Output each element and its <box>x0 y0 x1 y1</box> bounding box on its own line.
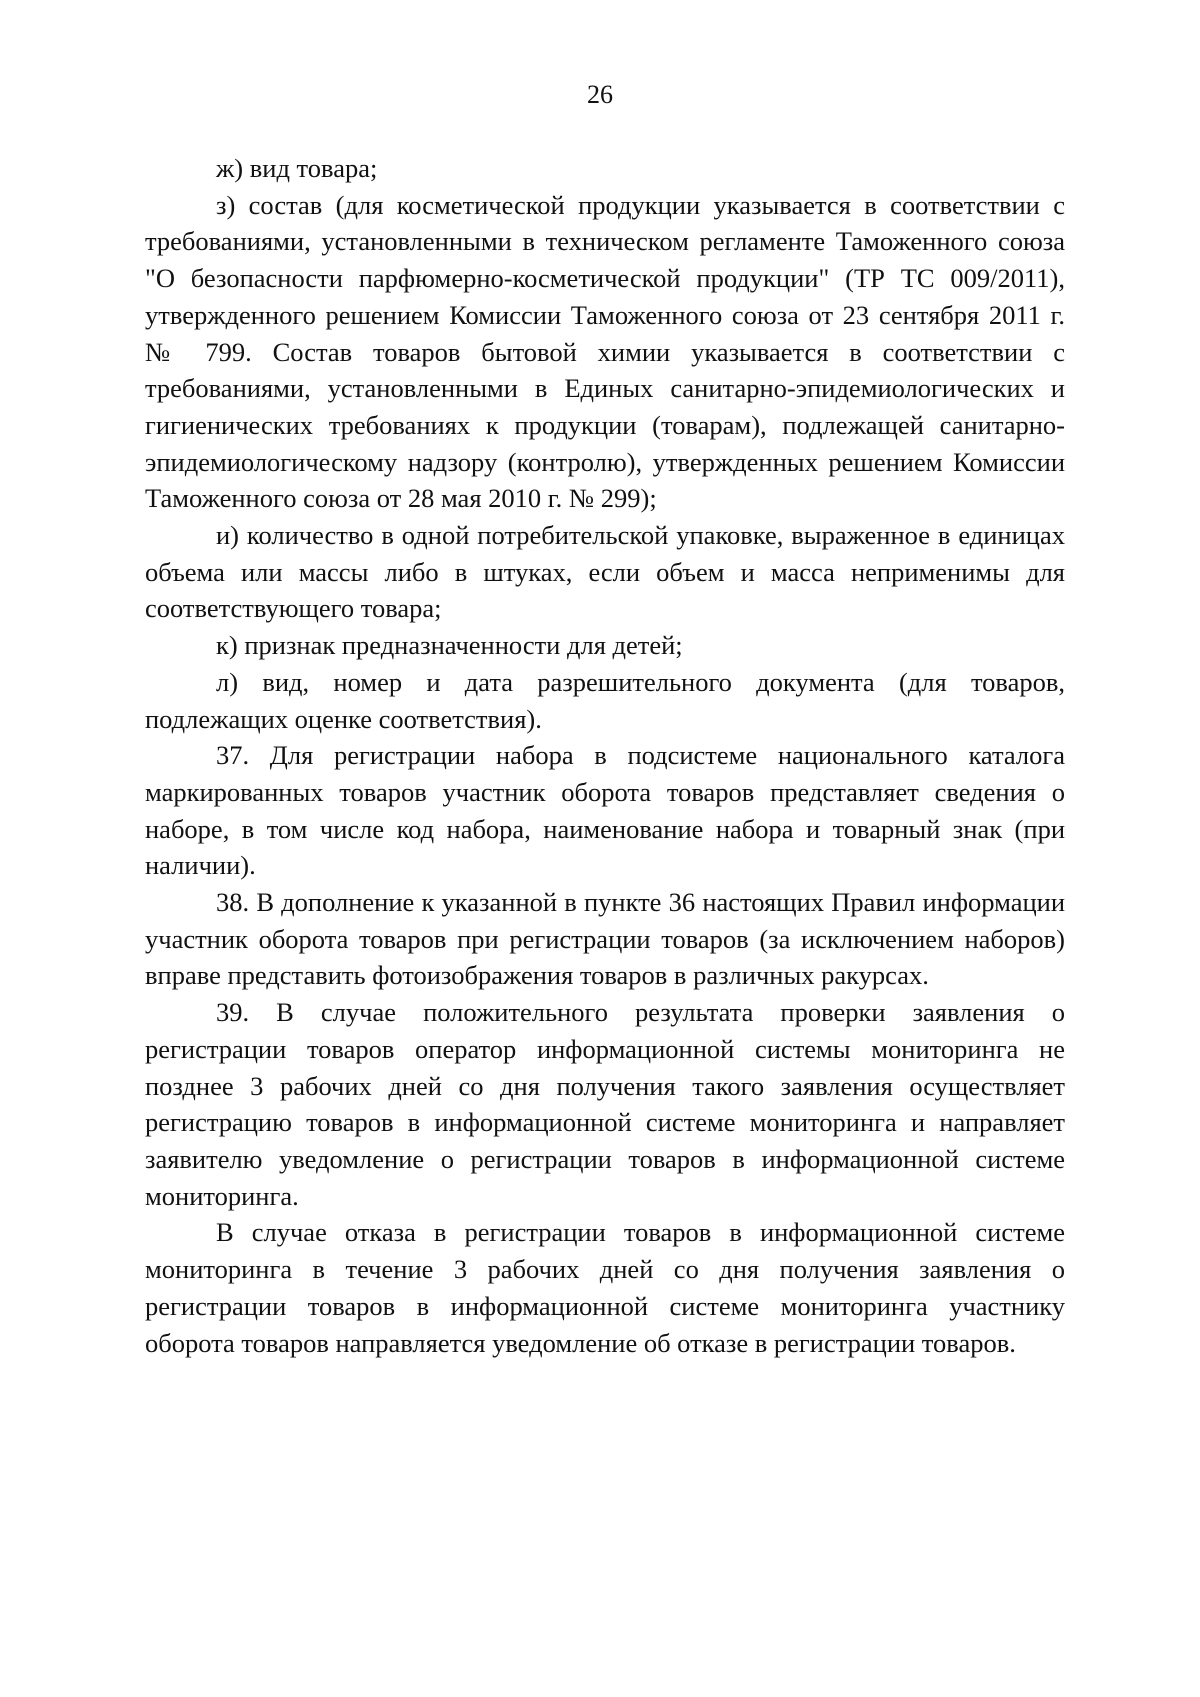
paragraph-i-quantity: и) количество в одной потребительской упаковке, выраженное в единицах объема или массы либо в штуках, если объем и масса неприменимы для соответствующего товара; <box>145 520 1065 624</box>
paragraph-z-composition: з) состав (для косметической продукции указывается в соответствии с требованиями, установленными в техническом регламенте Таможенного союза "О безопасности парфюмерно-косметической продукции" (ТР ТС 009/2011), утвержденного решением Комиссии Таможенного союза от 23 сентября 2011 г. № 799. Состав товаров бытовой химии указывается в соответствии с требованиями, установленными в Единых санитарно-эпидемиологических и гигиенических требованиях к продукции (товарам), подлежащей санитарно-эпидемиологическому надзору (контролю), утвержденных решением Комиссии Таможенного союза от 28 мая 2010 г. № 299); <box>145 189 1065 514</box>
page-number: 26 <box>587 80 613 109</box>
paragraph-zh-product-type: ж) вид товара; <box>216 153 378 183</box>
paragraph-l-permit-document: л) вид, номер и дата разрешительного документа (для товаров, подлежащих оценке соответствия). <box>145 666 1065 734</box>
paragraph-refusal-notice: В случае отказа в регистрации товаров в информационной системе мониторинга в течение 3 рабочих дней со дня получения заявления о регистрации товаров в информационной системе мониторинга участнику оборота товаров направляется уведомление об отказе в регистрации товаров. <box>145 1217 1065 1358</box>
paragraph-39-positive-result: 39. В случае положительного результата проверки заявления о регистрации товаров оператор информационной системы мониторинга не позднее 3 рабочих дней со дня получения такого заявления осуществляет регистрацию товаров в информационной системе мониторинга и направляет заявителю уведомление о регистрации товаров в информационной системе мониторинга. <box>145 997 1065 1211</box>
paragraph-38-photo-images: 38. В дополнение к указанной в пункте 36 настоящих Правил информации участник оборота товаров при регистрации товаров (за исключением наборов) вправе представить фотоизображения товаров в различных ракурсах. <box>145 887 1065 991</box>
document-body <box>145 150 1065 1361</box>
paragraph-37-set-registration: 37. Для регистрации набора в подсистеме национального каталога маркированных товаров участник оборота товаров представляет сведения о наборе, в том числе код набора, наименование набора и товарный знак (при наличии). <box>145 740 1065 881</box>
paragraph-k-children-sign: к) признак предназначенности для детей; <box>216 630 683 661</box>
